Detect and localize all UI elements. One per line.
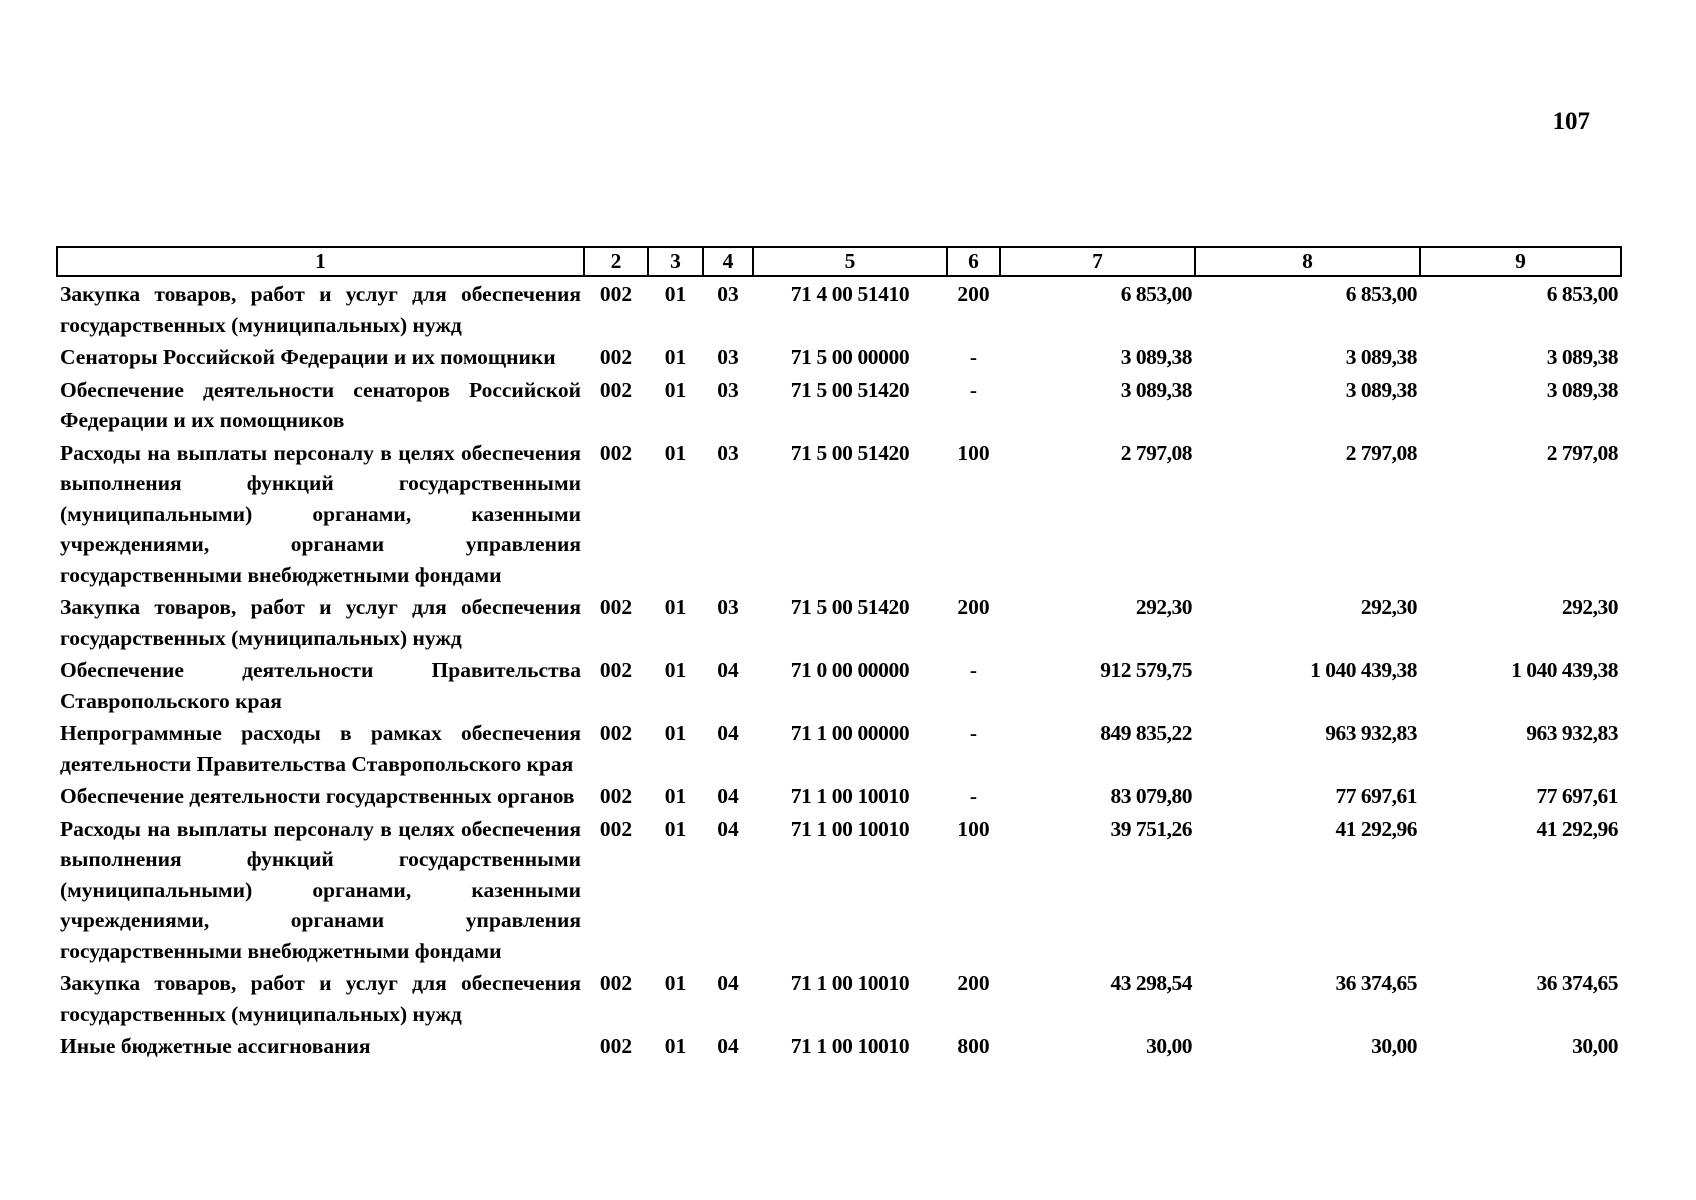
row-code-5: 71 5 00 51420 — [790, 440, 910, 465]
table-body — [57, 276, 1621, 1062]
table-row — [57, 373, 1621, 436]
row-code-3: 01 — [664, 282, 687, 306]
row-code-4: 03 — [717, 440, 739, 465]
row-amount-7: 6 853,00 — [1120, 282, 1192, 306]
row-code-3: 01 — [664, 971, 687, 995]
row-name: Закупка товаров, работ и услуг для обеспечения государственных (муниципальных) нужд — [60, 595, 581, 650]
row-code-2: 002 — [599, 440, 633, 465]
row-amount-8: 36 374,65 — [1335, 971, 1417, 995]
row-code-6: 100 — [957, 816, 990, 841]
row-code-6: 100 — [957, 440, 990, 465]
table-row — [57, 340, 1621, 373]
row-code-4: 04 — [717, 1034, 739, 1058]
row-code-4: 04 — [717, 971, 739, 995]
row-name: Закупка товаров, работ и услуг для обеспечения государственных (муниципальных) нужд — [60, 282, 581, 337]
row-code-5: 71 5 00 51420 — [790, 595, 910, 619]
row-name: Расходы на выплаты персоналу в целях обеспечения выполнения функций государственными (муниципальными) органами, казенными учреждениями, органами управления государственными внебюджетными фондами — [60, 816, 581, 963]
row-amount-7: 43 298,54 — [1110, 971, 1192, 995]
row-code-4: 04 — [717, 816, 739, 841]
row-code-3: 01 — [664, 784, 687, 808]
row-code-6: - — [969, 658, 978, 682]
row-code-2: 002 — [599, 971, 633, 995]
row-code-2: 002 — [599, 595, 633, 619]
row-code-4: 03 — [717, 377, 739, 402]
table-row — [57, 779, 1621, 812]
row-code-3: 01 — [664, 440, 687, 465]
row-code-5: 71 1 00 10010 — [790, 816, 910, 841]
table-row — [57, 1029, 1621, 1062]
row-amount-8: 963 932,83 — [1325, 721, 1417, 745]
column-header-6: 6 — [947, 247, 1000, 276]
table-row — [57, 966, 1621, 1029]
row-code-4: 03 — [717, 595, 739, 619]
row-code-6: 200 — [957, 595, 990, 619]
row-amount-7: 3 089,38 — [1120, 345, 1192, 369]
column-header-9: 9 — [1420, 247, 1621, 276]
row-code-6: - — [969, 377, 978, 402]
table-row — [57, 812, 1621, 967]
row-amount-9: 36 374,65 — [1536, 971, 1618, 995]
row-name: Расходы на выплаты персоналу в целях обеспечения выполнения функций государственными (муниципальными) органами, казенными учреждениями, органами управления государственными внебюджетными фондами — [60, 440, 581, 587]
row-code-2: 002 — [599, 282, 633, 306]
row-code-5: 71 5 00 51420 — [790, 377, 910, 402]
column-header-8: 8 — [1195, 247, 1420, 276]
row-amount-7: 30,00 — [1146, 1034, 1192, 1058]
row-amount-9: 77 697,61 — [1536, 784, 1618, 808]
row-code-5: 71 1 00 10010 — [790, 971, 910, 995]
column-header-5: 5 — [753, 247, 947, 276]
column-header-1: 1 — [57, 247, 584, 276]
row-code-4: 03 — [717, 345, 739, 369]
row-code-3: 01 — [664, 816, 687, 841]
row-amount-7: 3 089,38 — [1120, 377, 1192, 402]
table-row — [57, 716, 1621, 779]
row-code-2: 002 — [599, 721, 633, 745]
table-header-row — [57, 247, 1621, 276]
column-header-2: 2 — [584, 247, 648, 276]
row-code-6: 800 — [957, 1034, 990, 1058]
budget-table — [56, 246, 1622, 1062]
row-name: Сенаторы Российской Федерации и их помощники — [60, 345, 556, 369]
row-name: Непрограммные расходы в рамках обеспечения деятельности Правительства Ставропольского края — [60, 721, 581, 776]
row-amount-8: 292,30 — [1360, 595, 1417, 619]
row-amount-9: 30,00 — [1572, 1034, 1618, 1058]
row-amount-8: 1 040 439,38 — [1310, 658, 1417, 682]
row-code-3: 01 — [664, 1034, 687, 1058]
row-code-3: 01 — [664, 345, 687, 369]
row-code-5: 71 5 00 00000 — [790, 345, 910, 369]
row-amount-7: 292,30 — [1135, 595, 1192, 619]
row-amount-8: 77 697,61 — [1335, 784, 1417, 808]
row-amount-8: 30,00 — [1371, 1034, 1417, 1058]
row-code-5: 71 0 00 00000 — [790, 658, 910, 682]
column-header-4: 4 — [703, 247, 753, 276]
row-name: Закупка товаров, работ и услуг для обеспечения государственных (муниципальных) нужд — [60, 971, 581, 1026]
row-amount-9: 3 089,38 — [1546, 377, 1618, 402]
row-code-3: 01 — [664, 658, 687, 682]
row-amount-9: 3 089,38 — [1546, 345, 1618, 369]
row-amount-7: 39 751,26 — [1110, 816, 1192, 841]
row-name: Обеспечение деятельности Правительства Ставропольского края — [60, 658, 581, 713]
row-name: Обеспечение деятельности сенаторов Российской Федерации и их помощников — [60, 377, 581, 432]
row-code-2: 002 — [599, 658, 633, 682]
row-code-5: 71 1 00 10010 — [790, 784, 910, 808]
page-number: 107 — [1552, 108, 1590, 135]
row-amount-8: 3 089,38 — [1345, 345, 1417, 369]
row-code-6: - — [969, 784, 978, 808]
row-code-2: 002 — [599, 345, 633, 369]
row-amount-7: 83 079,80 — [1110, 784, 1192, 808]
row-amount-9: 963 932,83 — [1526, 721, 1618, 745]
row-amount-9: 2 797,08 — [1546, 440, 1618, 465]
row-amount-7: 849 835,22 — [1100, 721, 1192, 745]
row-amount-8: 41 292,96 — [1335, 816, 1417, 841]
row-code-2: 002 — [599, 784, 633, 808]
row-code-3: 01 — [664, 721, 687, 745]
row-amount-9: 41 292,96 — [1536, 816, 1618, 841]
table-row — [57, 653, 1621, 716]
row-code-2: 002 — [599, 816, 633, 841]
row-amount-9: 6 853,00 — [1546, 282, 1618, 306]
row-code-5: 71 4 00 51410 — [790, 282, 910, 306]
row-code-4: 04 — [717, 721, 739, 745]
row-amount-9: 292,30 — [1561, 595, 1618, 619]
row-code-3: 01 — [664, 595, 687, 619]
row-amount-7: 2 797,08 — [1120, 440, 1192, 465]
row-name: Иные бюджетные ассигнования — [60, 1034, 371, 1058]
table-row — [57, 436, 1621, 591]
row-amount-8: 6 853,00 — [1345, 282, 1417, 306]
table-row — [57, 590, 1621, 653]
row-code-4: 04 — [717, 658, 739, 682]
row-name: Обеспечение деятельности государственных органов — [60, 784, 575, 808]
row-amount-8: 3 089,38 — [1345, 377, 1417, 402]
column-header-7: 7 — [1000, 247, 1195, 276]
row-code-6: 200 — [957, 971, 990, 995]
row-code-5: 71 1 00 10010 — [790, 1034, 910, 1058]
row-code-4: 03 — [717, 282, 739, 306]
row-code-2: 002 — [599, 377, 633, 402]
row-amount-7: 912 579,75 — [1100, 658, 1192, 682]
row-code-5: 71 1 00 00000 — [790, 721, 910, 745]
row-code-6: - — [969, 721, 978, 745]
row-code-4: 04 — [717, 784, 739, 808]
row-code-2: 002 — [599, 1034, 633, 1058]
column-header-3: 3 — [648, 247, 703, 276]
row-amount-9: 1 040 439,38 — [1511, 658, 1618, 682]
row-code-6: 200 — [957, 282, 990, 306]
table-row — [57, 276, 1621, 340]
row-amount-8: 2 797,08 — [1345, 440, 1417, 465]
row-code-6: - — [969, 345, 978, 369]
row-code-3: 01 — [664, 377, 687, 402]
